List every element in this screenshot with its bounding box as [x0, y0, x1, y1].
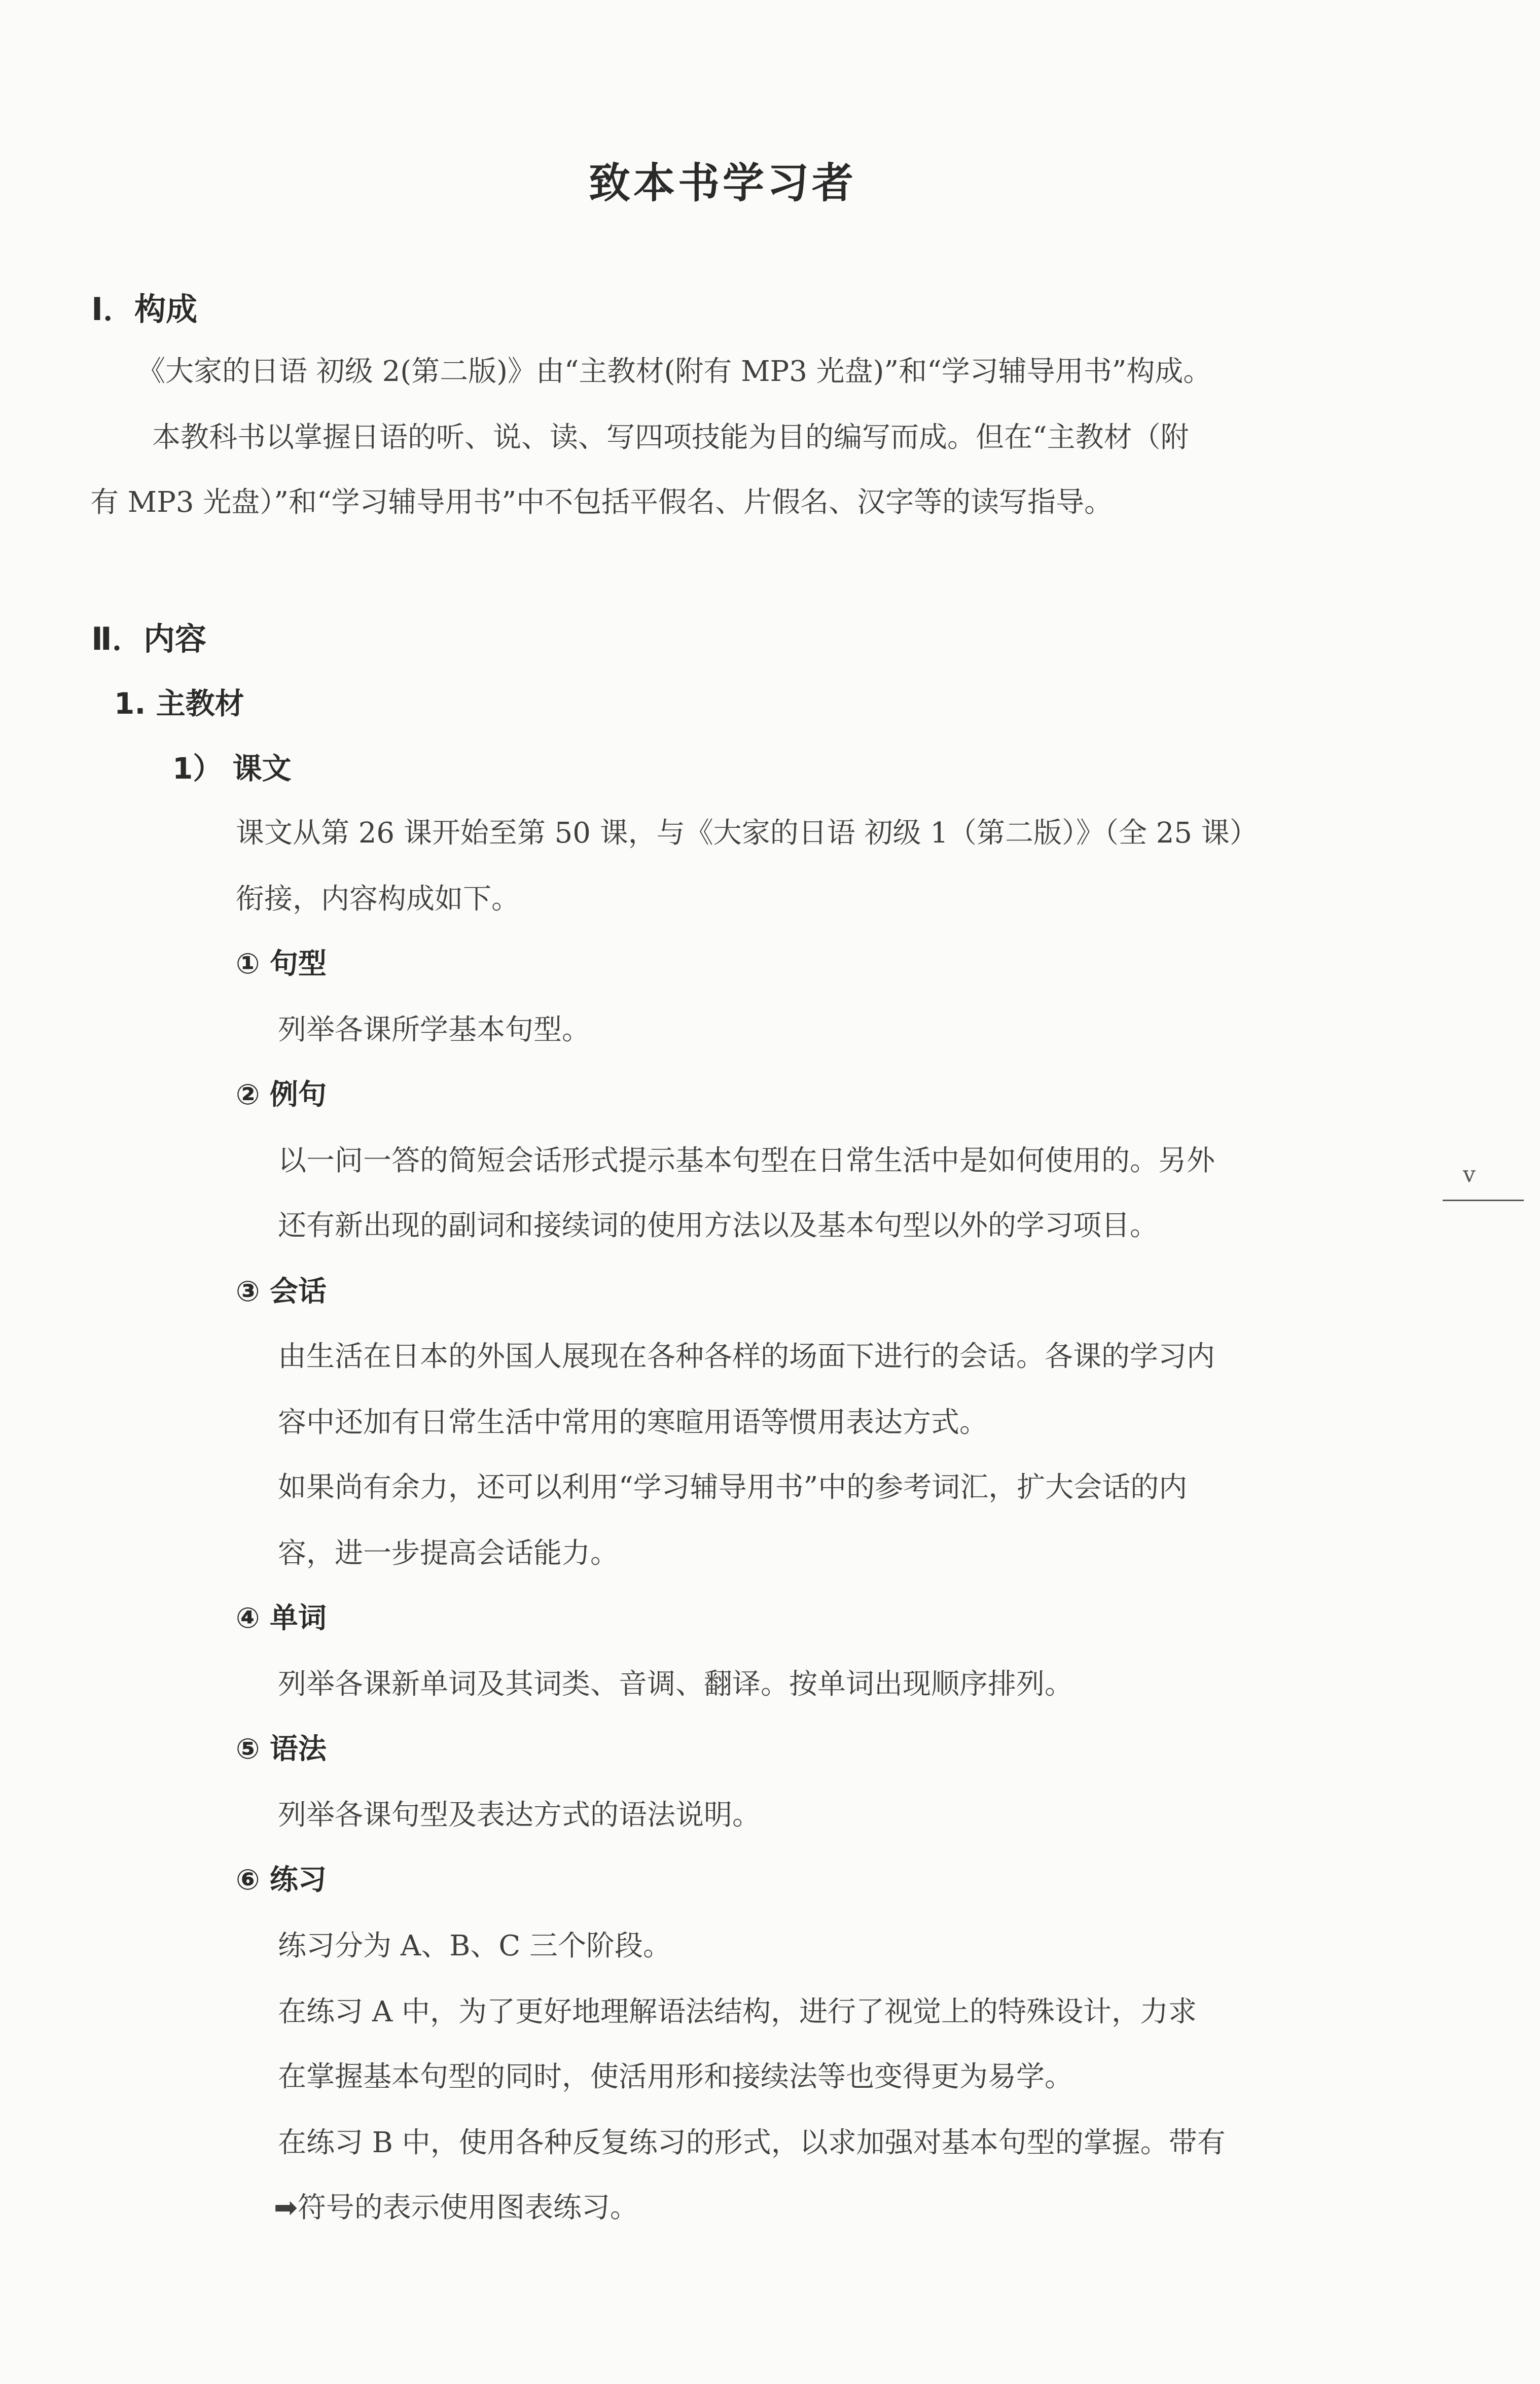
paragraph-line: 在练习 B 中，使用各种反复练习的形式，以求加强对基本句型的掌握。带有 — [278, 2126, 1226, 2159]
paragraph-line: 练习分为 A、B、C 三个阶段。 — [278, 1930, 672, 1962]
section-heading-content: Ⅱ．内容 — [91, 620, 206, 657]
paragraph-line: 列举各课句型及表达方式的语法说明。 — [278, 1799, 761, 1832]
page-title: 致本书学习者 — [588, 159, 856, 207]
paragraph-line: 本教科书以掌握日语的听、说、读、写四项技能为目的编写而成。但在“主教材（附 — [152, 421, 1189, 454]
section-heading-composition: Ⅰ．构成 — [91, 291, 198, 328]
item-heading-exercises: ⑥ 练习 — [236, 1864, 327, 1897]
paragraph-line: 《大家的日语 初级 2(第二版)》由“主教材(附有 MP3 光盘)”和“学习辅导用书”构成。 — [137, 355, 1212, 388]
paragraph-line: 衔接，内容构成如下。 — [236, 883, 520, 916]
paragraph-text: 符号的表示使用图表练习。 — [297, 2191, 638, 2224]
paragraph-line: 容，进一步提高会话能力。 — [278, 1537, 619, 1570]
paragraph-line: 列举各课新单词及其词类、音调、翻译。按单词出现顺序排列。 — [278, 1668, 1073, 1701]
paragraph-line-with-arrow — [274, 2185, 638, 2226]
arrow-right-icon: ➡ — [274, 2191, 298, 2224]
paragraph-line: 容中还加有日常生活中常用的寒暄用语等惯用表达方式。 — [278, 1406, 988, 1439]
item-heading-conversation: ③ 会话 — [236, 1275, 327, 1308]
paragraph-line: 在练习 A 中，为了更好地理解语法结构，进行了视觉上的特殊设计，力求 — [278, 1995, 1197, 2028]
paragraph-line: 有 MP3 光盘）”和“学习辅导用书”中不包括平假名、片假名、汉字等的读写指导。 — [90, 486, 1113, 519]
item-heading-sentence-patterns: ① 句型 — [236, 948, 327, 980]
paragraph-line: 列举各课所学基本句型。 — [278, 1013, 590, 1046]
paragraph-line: 以一问一答的简短会话形式提示基本句型在日常生活中是如何使用的。另外 — [278, 1144, 1215, 1177]
subsection-heading-main-textbook: 1. 主教材 — [114, 686, 244, 721]
item-heading-vocabulary: ④ 单词 — [236, 1602, 327, 1635]
page-number-rule — [1443, 1200, 1524, 1201]
paragraph-line: 课文从第 26 课开始至第 50 课，与《大家的日语 初级 1（第二版）》（全 25 课） — [236, 817, 1258, 850]
page-number: v — [1463, 1162, 1476, 1187]
paragraph-line: 在掌握基本句型的同时，使活用形和接续法等也变得更为易学。 — [278, 2060, 1073, 2093]
subsubsection-heading-lesson-text: 1） 课文 — [172, 751, 292, 786]
paragraph-line: 如果尚有余力，还可以利用“学习辅导用书”中的参考词汇，扩大会话的内 — [278, 1471, 1188, 1504]
item-heading-example-sentences: ② 例句 — [236, 1078, 327, 1111]
paragraph-line: 还有新出现的副词和接续词的使用方法以及基本句型以外的学习项目。 — [278, 1209, 1158, 1242]
item-heading-grammar: ⑤ 语法 — [236, 1733, 327, 1766]
paragraph-line: 由生活在日本的外国人展现在各种各样的场面下进行的会话。各课的学习内 — [278, 1340, 1215, 1373]
